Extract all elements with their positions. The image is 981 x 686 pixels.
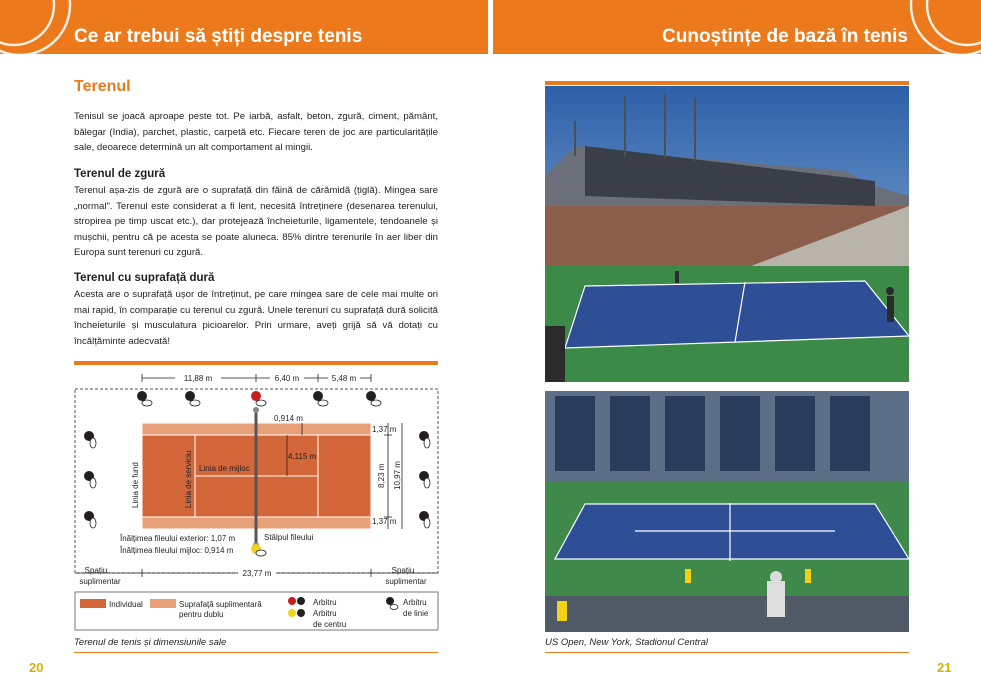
left-page-header-title: Ce ar trebui să știți despre tenis	[74, 26, 363, 47]
legend-extra-2: pentru dublu	[179, 610, 224, 619]
right-header-bar	[493, 0, 981, 54]
dim-top-2: 6,40 m	[274, 374, 300, 383]
dim-137-top: 1,37 m	[372, 425, 397, 434]
stadium-court-photo	[545, 391, 909, 632]
extra-space-right-2: suplimentar	[385, 577, 427, 586]
net-post-top	[253, 407, 259, 413]
clay-court-heading: Terenul de zgură	[74, 168, 166, 180]
court-diagram	[60, 368, 450, 632]
caption-rule	[545, 652, 909, 653]
center-umpire-icon	[251, 544, 266, 556]
dim-0914: 0,914 m	[274, 414, 303, 423]
line-judge-icon	[419, 471, 430, 488]
line-judge-icon	[137, 391, 152, 406]
net-middle-height: Înălțimea fileului mijloc: 0,914 m	[120, 546, 234, 555]
legend-swatch-individual	[80, 599, 106, 608]
extra-space-left-2: suplimentar	[79, 577, 121, 586]
diagram-top-rule	[74, 361, 438, 365]
net-post-label: Stâlpul fileului	[264, 533, 314, 542]
baseline-label: Linia de fund	[131, 462, 140, 508]
photo-top-rule	[545, 81, 909, 85]
page-number-left: 20	[29, 660, 44, 675]
caption-rule	[74, 652, 438, 653]
dim-2377: 23,77 m	[242, 569, 272, 578]
dim-top-3: 5,48 m	[331, 374, 357, 383]
line-judge-icon	[313, 391, 328, 406]
hard-court-paragraph: Acesta are o suprafață ușor de întreținut, pe care mingea sare de cele mai multe ori mai rapid, în comparație cu terenul cu zgură. Unele terenuri cu suprafață dură solicită încheieturile și musculatura picioarelor. Prin urmare, aveți grijă să vă dotați cu încălțăminte adecvată!	[74, 289, 438, 347]
umpire-icon	[251, 391, 266, 406]
line-judge-icon	[419, 511, 430, 528]
legend-center-2: de centru	[313, 620, 347, 629]
legend-line-2: de linie	[403, 609, 429, 618]
dim-top-1: 11,88 m	[183, 374, 213, 383]
line-judge-icon	[419, 431, 430, 448]
legend-box	[75, 592, 438, 630]
line-judge-icon	[84, 511, 96, 528]
right-page-header-title: Cunoștințe de bază în tenis	[662, 26, 908, 47]
extra-space-right-1: Spațiu	[391, 566, 415, 575]
dim-4115: 4,115 m	[288, 452, 317, 461]
section-heading: Terenul	[74, 78, 131, 95]
page-number-right: 21	[937, 660, 952, 675]
line-judge-icon	[84, 431, 96, 448]
clay-court-paragraph: Terenul așa-zis de zgură are o suprafață din făină de cărămidă (țiglă). Mingea sare „normal". Terenul este considerat a fi lent, necesită întreținere (desenarea terenului, stropirea pe timp uscat etc.), dar protejează încheieturile, ligamentele, tendoanele și mușchii, pentru că pe acesta se poate aluneca. 85% dintre terenurile în aer liber din Europa sunt terenuri cu zgură.	[74, 185, 438, 259]
net-outer-height: Înălțimea fileului exterior: 1,07 m	[120, 534, 236, 543]
line-judge-icon	[366, 391, 381, 406]
dim-823: 8,23 m	[377, 463, 386, 488]
legend-line-judge-icon	[386, 597, 394, 605]
diagram-caption: Terenul de tenis și dimensiunile sale	[74, 637, 227, 648]
stadium-exterior-photo	[545, 86, 909, 382]
legend-umpire-icon	[288, 597, 296, 605]
dim-1097: 10,97 m	[393, 461, 402, 490]
legend-line-1: Arbitru	[403, 598, 427, 607]
legend-individual: Individual	[109, 600, 143, 609]
decorative-circles	[0, 0, 80, 54]
legend-swatch-extra	[150, 599, 176, 608]
legend-umpire: Arbitru	[313, 598, 337, 607]
extra-space-left-1: Spațiu	[84, 566, 108, 575]
decorative-circles	[901, 0, 981, 54]
hard-court-heading: Terenul cu suprafață dură	[74, 272, 215, 284]
intro-paragraph: Tenisul se joacă aproape peste tot. Pe iarbă, asfalt, beton, zgură, ciment, pământ, bălegar (India), parchet, plastic, carpetă etc. Fiecare teren de joc are particularitățile sale, deoarece determină un alt comportament al mingii.	[74, 111, 438, 154]
legend-extra-1: Suprafață suplimentară	[179, 600, 262, 609]
line-judge-icon	[84, 471, 96, 488]
legend-center-umpire-icon	[288, 609, 296, 617]
legend-center-1: Arbitru	[313, 609, 337, 618]
photo-caption: US Open, New York, Stadionul Central	[545, 637, 708, 648]
line-judge-icon	[185, 391, 200, 406]
centerline-label: Linia de mijloc	[199, 464, 250, 473]
dim-137-bottom: 1,37 m	[372, 517, 397, 526]
serviceline-label: Linia de serviciu	[184, 450, 193, 508]
left-header-bar	[0, 0, 488, 54]
